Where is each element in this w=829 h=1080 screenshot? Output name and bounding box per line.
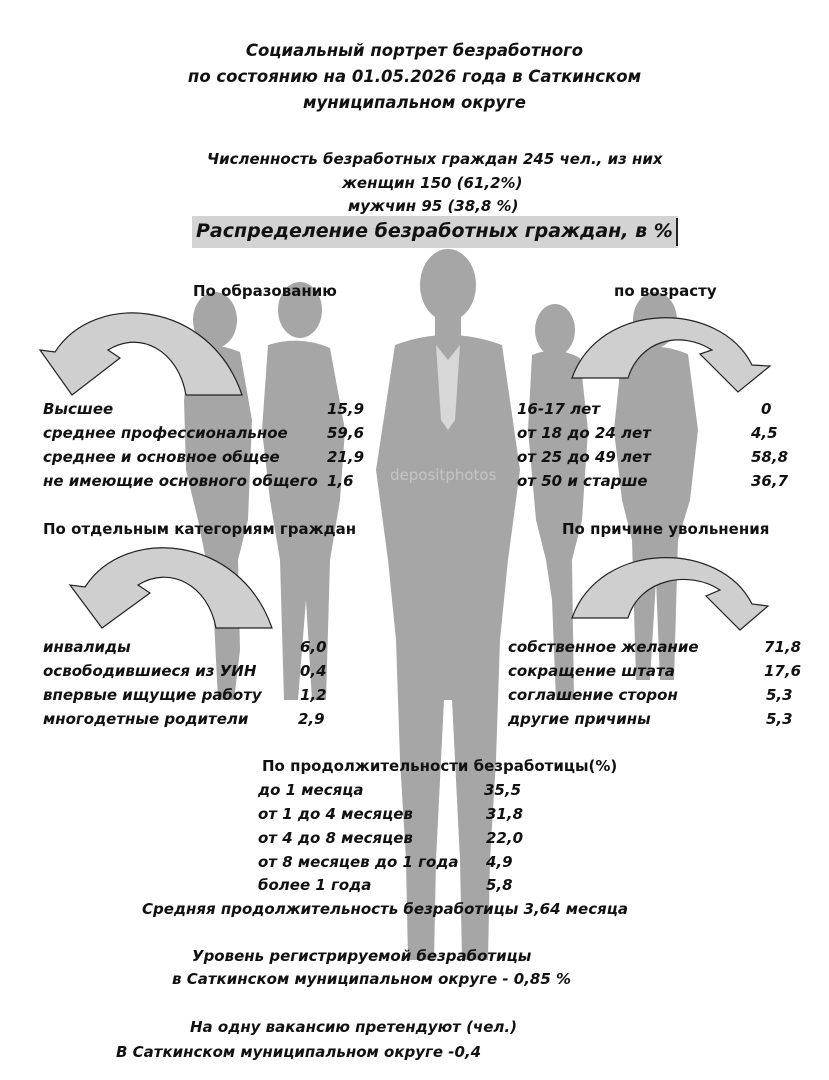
item-label: сокращение штата: [508, 662, 675, 680]
item-value: 15,9: [327, 400, 365, 418]
arrow-age-icon: [572, 318, 770, 392]
unemployment-level-line-2: в Саткинском муниципальном округе - 0,85 %: [172, 970, 572, 988]
age-heading: по возрасту: [614, 282, 717, 300]
title-line-2: по состоянию на 01.05.2026 года в Саткинском: [187, 67, 642, 86]
item-label: более 1 года: [258, 876, 372, 894]
duration-heading: По продолжительности безработицы(%): [262, 757, 618, 775]
duration-average: Средняя продолжительность безработицы 3,64 месяца: [142, 900, 628, 918]
item-label: не имеющие основного общего: [43, 472, 318, 490]
item-label: от 4 до 8 месяцев: [258, 829, 413, 847]
item-label: Высшее: [43, 400, 114, 418]
item-label: от 50 и старше: [517, 472, 648, 490]
watermark: depositphotos: [390, 466, 497, 484]
education-heading: По образованию: [193, 282, 337, 300]
item-value: 4,9: [486, 853, 513, 871]
vacancy-line-2: В Саткинском муниципальном округе -0,4: [116, 1043, 482, 1061]
item-label: собственное желание: [508, 638, 699, 656]
arrow-education-icon: [40, 313, 242, 395]
distribution-banner-text: Распределение безработных граждан, в %: [196, 220, 673, 242]
arrow-reasons-icon: [572, 558, 768, 630]
item-value: 31,8: [486, 805, 524, 823]
item-value: 59,6: [327, 424, 365, 442]
item-value: 6,0: [300, 638, 327, 656]
item-value: 5,8: [486, 876, 513, 894]
item-label: от 8 месяцев до 1 года: [258, 853, 459, 871]
item-value: 1,6: [327, 472, 354, 490]
item-label: инвалиды: [43, 638, 131, 656]
reasons-heading: По причине увольнения: [562, 520, 770, 538]
item-value: 21,9: [327, 448, 365, 466]
item-value: 35,5: [484, 781, 522, 799]
item-label: освободившиеся из УИН: [43, 662, 257, 680]
item-label: до 1 месяца: [258, 781, 364, 799]
item-label: соглашение сторон: [508, 686, 678, 704]
item-label: от 18 до 24 лет: [517, 424, 651, 442]
item-label: другие причины: [508, 710, 651, 728]
item-value: 17,6: [764, 662, 802, 680]
item-value: 5,3: [766, 686, 793, 704]
title-line-3: муниципальном округе: [303, 93, 526, 112]
item-label: среднее профессиональное: [43, 424, 288, 442]
item-value: 1,2: [300, 686, 327, 704]
item-value: 36,7: [751, 472, 789, 490]
item-value: 0: [761, 400, 772, 418]
item-label: от 25 до 49 лет: [517, 448, 651, 466]
item-value: 2,9: [298, 710, 325, 728]
item-label: многодетные родители: [43, 710, 249, 728]
item-value: 22,0: [486, 829, 524, 847]
item-label: 16-17 лет: [517, 400, 601, 418]
item-label: среднее и основное общее: [43, 448, 280, 466]
item-value: 71,8: [764, 638, 802, 656]
item-label: от 1 до 4 месяцев: [258, 805, 413, 823]
categories-heading: По отдельным категориям граждан: [43, 520, 357, 538]
vacancy-line-1: На одну вакансию претендуют (чел.): [190, 1018, 517, 1036]
summary-women: женщин 150 (61,2%): [342, 174, 523, 192]
item-label: впервые ищущие работу: [43, 686, 262, 704]
summary-total: Численность безработных граждан 245 чел., из них: [207, 150, 663, 168]
unemployment-level-line-1: Уровень регистрируемой безработицы: [192, 947, 532, 965]
title-line-1: Социальный портрет безработного: [245, 41, 584, 60]
item-value: 58,8: [751, 448, 789, 466]
arrow-categories-icon: [70, 548, 272, 628]
item-value: 4,5: [751, 424, 778, 442]
summary-men: мужчин 95 (38,8 %): [348, 197, 519, 215]
item-value: 5,3: [766, 710, 793, 728]
item-value: 0,4: [300, 662, 327, 680]
